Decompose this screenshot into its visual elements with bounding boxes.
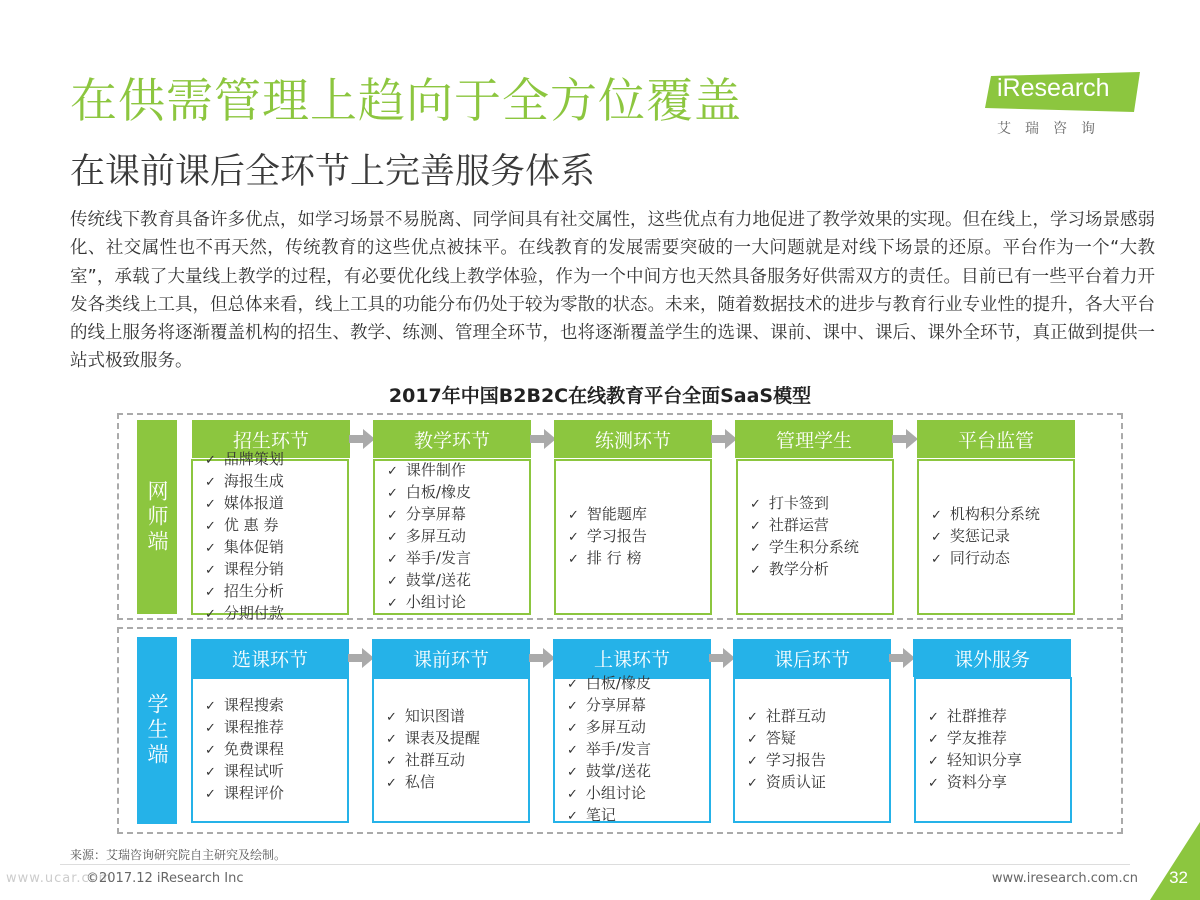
teacher-stage-header: 平台监管 [917, 420, 1075, 458]
logo-cn-text: 艾瑞咨询 [997, 121, 1109, 137]
student-stage-header: 课外服务 [913, 639, 1071, 677]
feature-label: 智能题库 [586, 505, 647, 523]
feature-label: 社群互动 [404, 751, 465, 769]
feature-item [928, 728, 1070, 750]
feature-item [205, 739, 347, 761]
feature-label: 笔记 [585, 806, 616, 824]
feature-label: 举手/发言 [585, 740, 651, 758]
check-icon: ✓ [205, 743, 216, 758]
check-icon: ✓ [387, 596, 398, 611]
feature-label: 教学分析 [768, 560, 829, 578]
feature-item [205, 783, 347, 805]
feature-item [386, 728, 528, 750]
feature-item [205, 471, 347, 493]
check-icon: ✓ [387, 508, 398, 523]
check-icon: ✓ [386, 776, 397, 791]
feature-item [928, 772, 1070, 794]
check-icon: ✓ [387, 464, 398, 479]
feature-label: 小组讨论 [405, 593, 466, 611]
feature-item [567, 673, 709, 695]
check-icon: ✓ [568, 508, 579, 523]
student-stage-header: 上课环节 [553, 639, 711, 677]
feature-label: 多屏互动 [405, 527, 466, 545]
flow-arrow-icon [529, 648, 555, 668]
feature-item [567, 783, 709, 805]
check-icon: ✓ [568, 552, 579, 567]
teacher-stage-header: 教学环节 [373, 420, 531, 458]
check-icon: ✓ [567, 787, 578, 802]
feature-label: 答疑 [765, 729, 796, 747]
feature-label: 分期付款 [223, 604, 284, 622]
feature-label: 打卡签到 [768, 494, 829, 512]
feature-item [205, 449, 347, 471]
check-icon: ✓ [386, 732, 397, 747]
feature-label: 排 行 榜 [586, 549, 642, 567]
feature-label: 学生积分系统 [768, 538, 859, 556]
feature-label: 白板/橡皮 [585, 674, 651, 692]
check-icon: ✓ [567, 809, 578, 824]
feature-label: 奖惩记录 [949, 527, 1010, 545]
check-icon: ✓ [387, 574, 398, 589]
feature-label: 机构积分系统 [949, 505, 1040, 523]
feature-item [205, 603, 347, 625]
check-icon: ✓ [205, 721, 216, 736]
feature-label: 轻知识分享 [946, 751, 1022, 769]
feature-label: 社群推荐 [946, 707, 1007, 725]
student-stage-header: 课前环节 [372, 639, 530, 677]
feature-item [567, 717, 709, 739]
feature-item [568, 548, 710, 570]
feature-item [205, 537, 347, 559]
check-icon: ✓ [931, 552, 942, 567]
source-note: 来源：艾瑞咨询研究院自主研究及绘制。 [70, 848, 287, 862]
student-stage-box [372, 677, 530, 823]
check-icon: ✓ [750, 497, 761, 512]
check-icon: ✓ [205, 475, 216, 490]
check-icon: ✓ [750, 519, 761, 534]
check-icon: ✓ [387, 552, 398, 567]
logo-brand-text: iResearch [997, 74, 1110, 102]
feature-item [205, 559, 347, 581]
feature-item [568, 504, 710, 526]
check-icon: ✓ [567, 743, 578, 758]
flow-arrow-icon [709, 648, 735, 668]
page-corner-shape [1150, 822, 1200, 900]
feature-label: 品牌策划 [223, 450, 284, 468]
feature-label: 小组讨论 [585, 784, 646, 802]
feature-label: 学习报告 [586, 527, 647, 545]
feature-item [387, 548, 529, 570]
feature-item [387, 570, 529, 592]
teacher-stage-box [917, 459, 1075, 615]
feature-label: 课程推荐 [223, 718, 284, 736]
check-icon: ✓ [205, 519, 216, 534]
feature-label: 集体促销 [223, 538, 284, 556]
page-subtitle: 在课前课后全环节上完善服务体系 [70, 152, 596, 192]
feature-item [387, 592, 529, 614]
feature-label: 课程搜索 [223, 696, 284, 714]
student-side-label: 学生端 [137, 637, 177, 824]
student-stage-box [914, 677, 1072, 823]
check-icon: ✓ [205, 787, 216, 802]
check-icon: ✓ [567, 699, 578, 714]
feature-label: 优 惠 券 [223, 516, 279, 534]
feature-item [567, 695, 709, 717]
check-icon: ✓ [747, 732, 758, 747]
feature-label: 课件制作 [405, 461, 466, 479]
feature-label: 课表及提醒 [404, 729, 480, 747]
check-icon: ✓ [928, 732, 939, 747]
feature-label: 课程分销 [223, 560, 284, 578]
feature-item [928, 706, 1070, 728]
teacher-stage-header: 练测环节 [554, 420, 712, 458]
flow-arrow-icon [711, 429, 737, 449]
feature-item [750, 515, 892, 537]
diagram-title: 2017年中国B2B2C在线教育平台全面SaaS模型 [388, 385, 812, 407]
check-icon: ✓ [205, 607, 216, 622]
check-icon: ✓ [747, 776, 758, 791]
feature-item [747, 706, 889, 728]
student-stage-box [191, 677, 349, 823]
feature-item [567, 739, 709, 761]
feature-label: 海报生成 [223, 472, 284, 490]
feature-label: 鼓掌/送花 [405, 571, 471, 589]
check-icon: ✓ [928, 710, 939, 725]
check-icon: ✓ [386, 754, 397, 769]
teacher-stage-box [554, 459, 712, 615]
check-icon: ✓ [750, 563, 761, 578]
student-stage-header: 课后环节 [733, 639, 891, 677]
feature-item [205, 695, 347, 717]
check-icon: ✓ [205, 699, 216, 714]
feature-label: 免费课程 [223, 740, 284, 758]
check-icon: ✓ [205, 497, 216, 512]
feature-item [387, 460, 529, 482]
intro-paragraph: 传统线下教育具备许多优点，如学习场景不易脱离、同学间具有社交属性，这些优点有力地促进了教学效果的实现。但在线上，学习场景感弱化、社交属性也不再天然，传统教育的这些优点被抹平。在线教育的发展需要突破的一大问题就是对线下场景的还原。平台作为一个“大教室”，承载了大量线上教学的过程，有必要优化线上教学体验，作为一个中间方也天然具备服务好供需双方的责任。目前已有一些平台着力开发各类线上工具，但总体来看，线上工具的功能分布仍处于较为零散的状态。未来，随着数据技术的进步与教育行业专业性的提升，各大平台的线上服务将逐渐覆盖机构的招生、教学、练测、管理全环节，也将逐渐覆盖学生的选课、课前、课中、课后、课外全环节，真正做到提供一站式极致服务。 [70, 210, 1155, 372]
check-icon: ✓ [747, 710, 758, 725]
feature-label: 分享屏幕 [405, 505, 466, 523]
website-link[interactable]: www.iresearch.com.cn [991, 871, 1138, 886]
check-icon: ✓ [568, 530, 579, 545]
feature-label: 资质认证 [765, 773, 826, 791]
feature-item [750, 493, 892, 515]
flow-arrow-icon [889, 648, 915, 668]
check-icon: ✓ [567, 721, 578, 736]
footer-divider [60, 864, 1130, 865]
check-icon: ✓ [928, 754, 939, 769]
check-icon: ✓ [928, 776, 939, 791]
check-icon: ✓ [750, 541, 761, 556]
watermark-text: www.ucar.com [6, 871, 113, 886]
copyright-text: ©2017.12 iResearch Inc [86, 871, 244, 886]
check-icon: ✓ [747, 754, 758, 769]
feature-item [931, 526, 1073, 548]
feature-item [205, 761, 347, 783]
feature-item [205, 581, 347, 603]
check-icon: ✓ [205, 563, 216, 578]
teacher-stage-box [736, 459, 894, 615]
feature-label: 知识图谱 [404, 707, 465, 725]
feature-label: 举手/发言 [405, 549, 471, 567]
flow-arrow-icon [348, 648, 374, 668]
feature-label: 学习报告 [765, 751, 826, 769]
feature-label: 私信 [404, 773, 435, 791]
feature-item [387, 482, 529, 504]
teacher-stage-box [191, 450, 349, 622]
feature-item [931, 548, 1073, 570]
feature-label: 社群互动 [765, 707, 826, 725]
feature-item [205, 717, 347, 739]
feature-label: 学友推荐 [946, 729, 1007, 747]
feature-item [205, 515, 347, 537]
feature-item [928, 750, 1070, 772]
feature-label: 媒体报道 [223, 494, 284, 512]
check-icon: ✓ [205, 765, 216, 780]
feature-label: 课程试听 [223, 762, 284, 780]
feature-label: 分享屏幕 [585, 696, 646, 714]
check-icon: ✓ [205, 453, 216, 468]
student-stage-box [553, 674, 711, 824]
feature-label: 招生分析 [223, 582, 284, 600]
page-title: 在供需管理上趋向于全方位覆盖 [70, 74, 742, 129]
feature-item [568, 526, 710, 548]
feature-label: 白板/橡皮 [405, 483, 471, 501]
feature-item [567, 805, 709, 827]
check-icon: ✓ [567, 677, 578, 692]
feature-item [747, 750, 889, 772]
teacher-stage-box [373, 459, 531, 615]
feature-item [750, 559, 892, 581]
teacher-stage-header: 招生环节 [192, 420, 350, 458]
feature-label: 多屏互动 [585, 718, 646, 736]
iresearch-logo [985, 64, 1145, 144]
feature-label: 同行动态 [949, 549, 1010, 567]
feature-label: 课程评价 [223, 784, 284, 802]
teacher-stage-header: 管理学生 [735, 420, 893, 458]
feature-item [931, 504, 1073, 526]
feature-label: 社群运营 [768, 516, 829, 534]
page-number: 32 [1169, 868, 1188, 887]
feature-item [750, 537, 892, 559]
student-stage-box [733, 677, 891, 823]
feature-item [205, 493, 347, 515]
student-stage-header: 选课环节 [191, 639, 349, 677]
feature-item [387, 526, 529, 548]
feature-item [387, 504, 529, 526]
check-icon: ✓ [205, 585, 216, 600]
check-icon: ✓ [387, 530, 398, 545]
teacher-side-label: 网师端 [137, 420, 177, 614]
flow-arrow-icon [349, 429, 375, 449]
feature-item [567, 761, 709, 783]
check-icon: ✓ [567, 765, 578, 780]
check-icon: ✓ [387, 486, 398, 501]
flow-arrow-icon [530, 429, 556, 449]
feature-label: 资料分享 [946, 773, 1007, 791]
feature-label: 鼓掌/送花 [585, 762, 651, 780]
feature-item [747, 772, 889, 794]
feature-item [386, 772, 528, 794]
check-icon: ✓ [386, 710, 397, 725]
check-icon: ✓ [931, 530, 942, 545]
feature-item [747, 728, 889, 750]
check-icon: ✓ [205, 541, 216, 556]
feature-item [386, 750, 528, 772]
check-icon: ✓ [931, 508, 942, 523]
flow-arrow-icon [892, 429, 918, 449]
feature-item [386, 706, 528, 728]
